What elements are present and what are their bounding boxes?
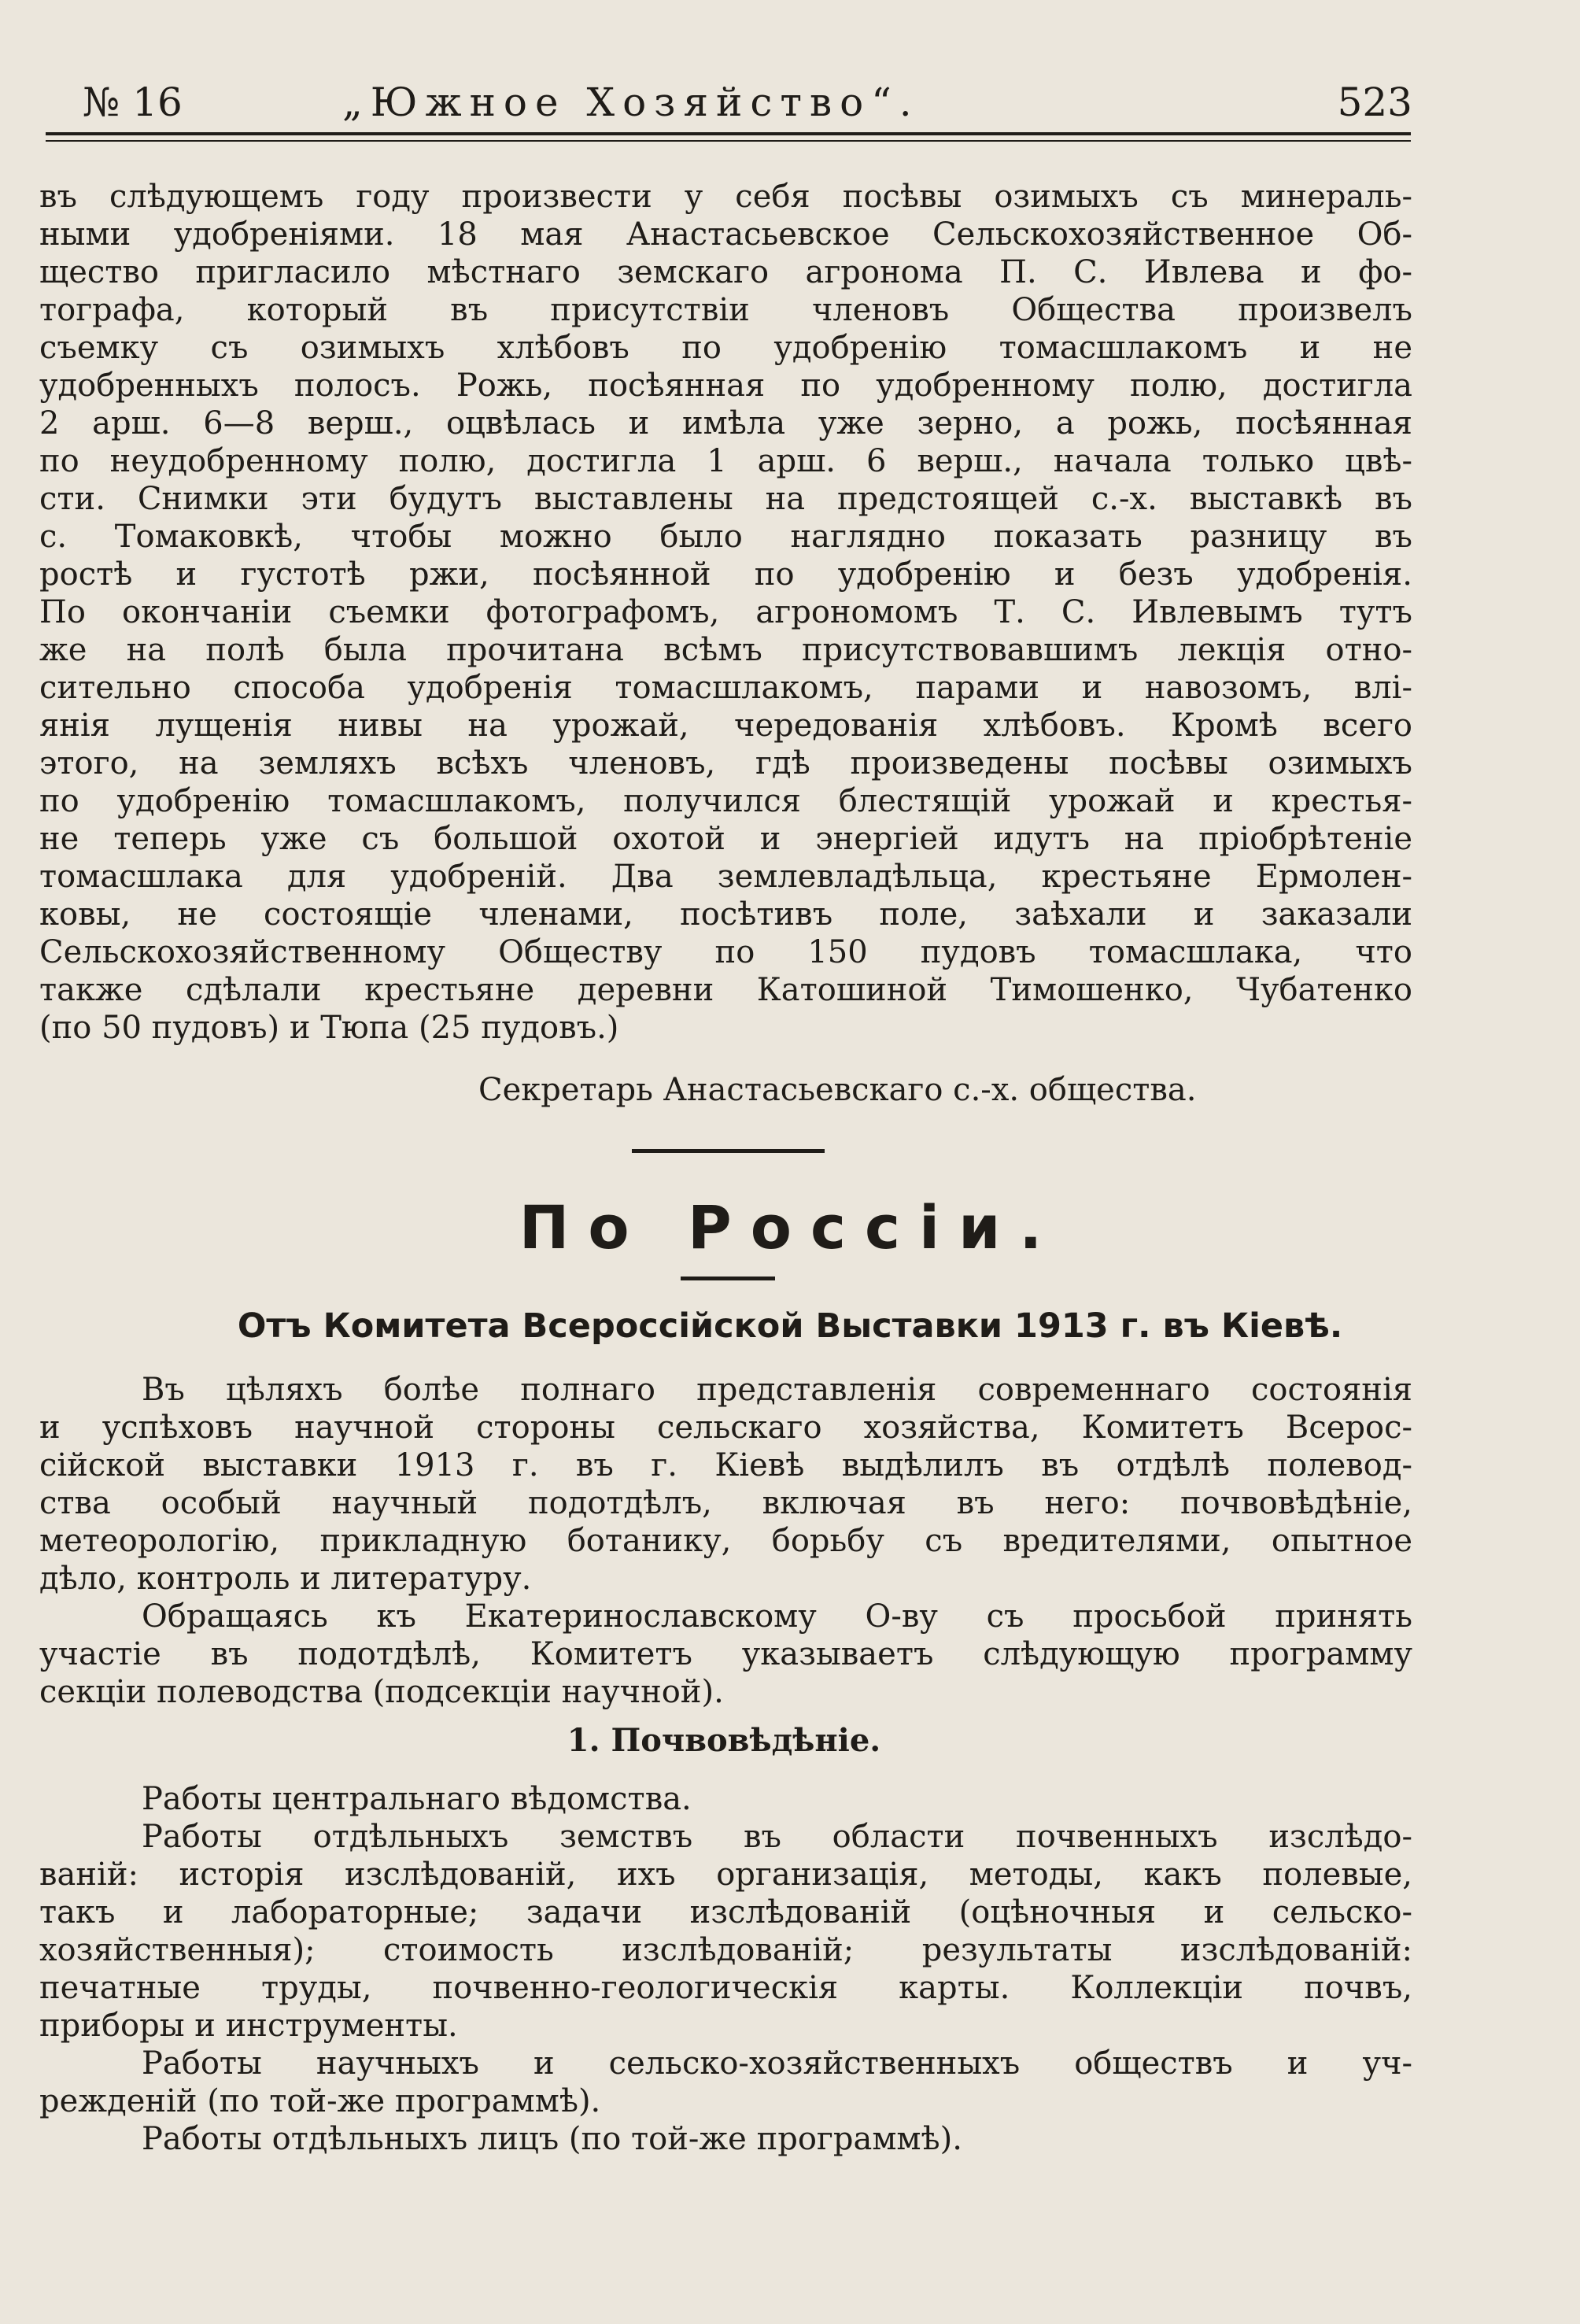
body-line: не теперь уже съ большой охотой и энергіей идутъ на пріобрѣтеніе [39,821,1412,857]
body-line: ства особый научный подотдѣлъ, включая въ него: почвовѣдѣніе, [39,1485,1412,1521]
body-line: ваній: исторія изслѣдованій, ихъ организація, методы, какъ полевые, [39,1857,1412,1893]
body-line: режденій (по той-же программѣ). [39,2083,601,2119]
body-line: Работы центральнаго вѣдомства. [142,1781,692,1817]
body-line: 2 арш. 6—8 верш., оцвѣлась и имѣла уже зерно, а рожь, посѣянная [39,405,1412,442]
body-line: Работы научныхъ и сельско-хозяйственныхъ обществъ и уч- [142,2045,1412,2082]
body-line: (по 50 пудовъ) и Тюпа (25 пудовъ.) [39,1010,619,1046]
article-subtitle: Отъ Комитета Всероссійской Выставки 1913 г. въ Кіевѣ. [237,1306,1343,1346]
body-line: приборы и инструменты. [39,2008,458,2044]
body-line: же на полѣ была прочитана всѣмъ присутствовавшимъ лекція отно- [39,632,1412,668]
body-line: Сельскохозяйственному Обществу по 150 пудовъ томасшлака, что [39,934,1412,970]
subsection-heading: 1. Почвовѣдѣніе. [567,1722,881,1759]
body-line: метеорологію, прикладную ботанику, борьбу съ вредителями, опытное [39,1523,1412,1559]
header-rule-thin [46,140,1411,142]
issue-number: № 16 [83,79,183,125]
body-line: участіе въ подотдѣлѣ, Комитетъ указываетъ слѣдующую программу [39,1636,1412,1672]
body-line: печатные труды, почвенно-геологическія карты. Коллекціи почвъ, [39,1970,1412,2006]
body-line: по неудобренному полю, достигла 1 арш. 6 верш., начала только цвѣ- [39,443,1412,479]
body-line: с. Томаковкѣ, чтобы можно было наглядно показать разницу въ [39,519,1412,555]
section-title: По Россіи. [519,1192,1061,1262]
running-header [83,71,1412,134]
body-line: щество пригласило мѣстнаго земскаго агронома П. С. Ивлева и фо- [39,254,1412,290]
body-line: хозяйственныя); стоимость изслѣдованій; результаты изслѣдованій: [39,1932,1412,1968]
journal-title: „Южное Хозяйство“. [342,79,920,125]
body-line: съемку съ озимыхъ хлѣбовъ по удобренію томасшлакомъ и не [39,330,1412,366]
body-line: дѣло, контроль и литературу. [39,1561,532,1597]
body-line: Работы отдѣльныхъ земствъ въ области почвенныхъ изслѣдо- [142,1819,1412,1855]
body-line: янія лущенія нивы на урожай, чередованія хлѣбовъ. Кромѣ всего [39,708,1412,744]
title-underline-rule [681,1277,775,1280]
body-line: сти. Снимки эти будутъ выставлены на предстоящей с.-х. выставкѣ въ [39,481,1412,517]
body-line: ными удобреніями. 18 мая Анастасьевское Сельскохозяйственное Об- [39,216,1412,253]
body-line: удобренныхъ полосъ. Рожь, посѣянная по удобренному полю, достигла [39,368,1412,404]
body-line: такъ и лабораторные; задачи изслѣдованій (оцѣночныя и сельско- [39,1894,1412,1931]
body-line: въ слѣдующемъ году произвести у себя посѣвы озимыхъ съ минераль- [39,179,1412,215]
body-line: ковы, не состоящіе членами, посѣтивъ поле, заѣхали и заказали [39,896,1412,933]
body-line: по удобренію томасшлакомъ, получился блестящій урожай и крестья- [39,783,1412,819]
page-number: 523 [1337,79,1412,125]
body-line: тографа, который въ присутствіи членовъ Общества произвелъ [39,292,1412,328]
body-line: Въ цѣляхъ болѣе полнаго представленія современнаго состоянія [142,1372,1412,1408]
body-line: секціи полеводства (подсекціи научной). [39,1674,724,1710]
body-line: ростѣ и густотѣ ржи, посѣянной по удобренію и безъ удобренія. [39,556,1412,593]
body-line: этого, на земляхъ всѣхъ членовъ, гдѣ произведены посѣвы озимыхъ [39,745,1412,781]
body-line: Работы отдѣльныхъ лицъ (по той-же программѣ). [142,2121,962,2157]
body-line: сительно способа удобренія томасшлакомъ, парами и навозомъ, влі- [39,670,1412,706]
body-line: и успѣховъ научной стороны сельскаго хозяйства, Комитетъ Всерос- [39,1410,1412,1446]
body-line: Обращаясь къ Екатеринославскому О-ву съ просьбой принять [142,1598,1412,1635]
body-line: также сдѣлали крестьяне деревни Катошиной Тимошенко, Чубатенко [39,972,1412,1008]
body-line: томасшлака для удобреній. Два землевладѣльца, крестьяне Ермолен- [39,859,1412,895]
section-divider-rule [632,1149,825,1153]
body-line: По окончаніи съемки фотографомъ, агрономомъ Т. С. Ивлевымъ тутъ [39,594,1412,630]
header-rule-thick [46,132,1411,135]
signature: Секретарь Анастасьевскаго с.-х. общества. [478,1072,1197,1108]
body-line: сійской выставки 1913 г. въ г. Кіевѣ выдѣлилъ въ отдѣлѣ полевод- [39,1447,1412,1483]
